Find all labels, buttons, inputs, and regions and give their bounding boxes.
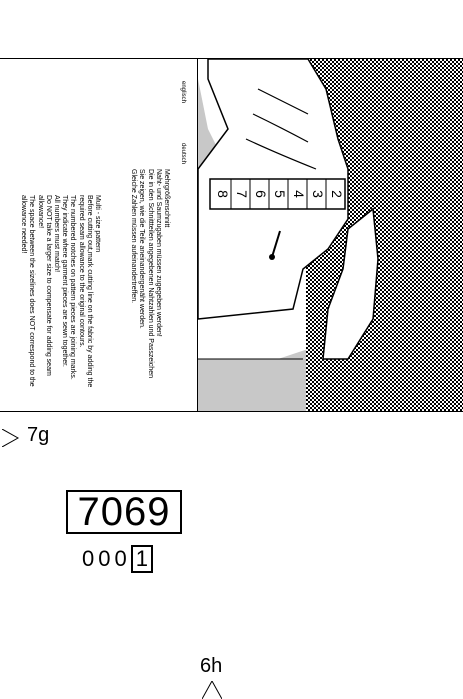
marker-7g: 7g (27, 424, 50, 446)
tape-number: 7 (233, 190, 250, 198)
lang-german-label: deutsch (180, 143, 186, 165)
tape-number: 6 (252, 190, 269, 198)
lang-english-label: englisch (180, 81, 186, 104)
de-line: Mehrgrößenschnitt (163, 169, 170, 228)
measuring-illustration (198, 59, 463, 411)
tape-number: 2 (328, 190, 345, 198)
tape-number: 3 (309, 190, 326, 198)
en-line: Multi - size pattern (94, 195, 101, 253)
tape-labels (215, 190, 345, 198)
en-line: All numbers must match! (52, 195, 60, 273)
marker-6h: 6h (200, 655, 223, 677)
tape-number: 8 (214, 190, 231, 198)
en-line: The space between the sizelines does NOT correspond to the (28, 195, 36, 387)
instructions-panel (0, 59, 197, 411)
marker-triangle-left (2, 429, 20, 447)
en-line: allowance needed! (20, 195, 28, 254)
instructions-rotated-text (0, 59, 197, 411)
en-line: Before cutting out,mark cutting line on the fabric by adding the (85, 195, 93, 388)
pattern-sub-code (82, 545, 153, 573)
german-instructions (129, 169, 170, 409)
bottom-border-line (0, 411, 463, 412)
sub-code-digits: 000 (82, 546, 131, 571)
sub-code-boxed-digit: 1 (131, 545, 153, 573)
english-instructions (19, 195, 101, 410)
de-line: Naht- und Saumzugaben müssen zugegeben werden! (154, 169, 162, 337)
de-line: Die in den Schnittteilen angegebenen Nahtzahlen und Passzeichen (146, 169, 154, 378)
de-line: Sie zeigen, wie die Teile aneinandergenäht werden. (138, 169, 146, 329)
marker-triangle-bottom (202, 681, 222, 699)
tape-number: 5 (271, 190, 288, 198)
en-line: They indicate where garment pieces are sewn together. (61, 195, 69, 367)
en-line: The numbered notches on pattern pieces are joining marks. (69, 195, 77, 380)
tape-number: 4 (290, 190, 307, 198)
en-line: Do NOT take a larger size to compensate for adding seam allowance! (36, 195, 52, 376)
pattern-number-box: 7069 (66, 490, 182, 534)
de-line: Gleiche Zahlen müssen aufeinandertreffen. (130, 169, 138, 304)
en-line: required seam allowance to the original contours. (77, 195, 85, 348)
